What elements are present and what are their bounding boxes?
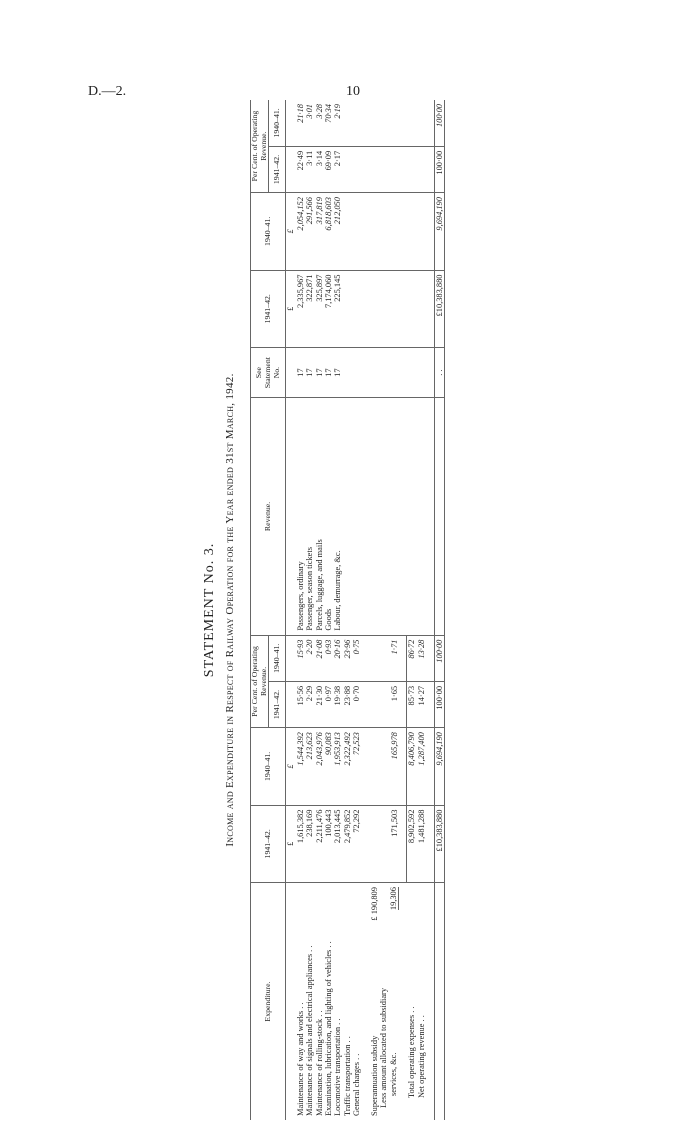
col-exp-pct: Per Cent. of Operating Revenue. [251, 635, 269, 727]
total-exp-label: Total operating expenses . . [406, 1006, 416, 1098]
total-exp-pct-1942: 85·73 [407, 681, 417, 727]
grand-total-row [434, 100, 444, 1120]
exp-value-1941: 213,623 [305, 728, 314, 805]
net-revenue-pct-1942: 14·27 [417, 681, 426, 727]
currency-mark: £ [286, 270, 296, 347]
rev-value-1941: 212,050 [333, 193, 342, 270]
total-exp-1941: 8,406,790 [407, 728, 417, 805]
exp-label: Maintenance of signals and electrical appliances [305, 953, 315, 1116]
exp-value-1941: 72,523 [352, 728, 361, 805]
exp-value-1941: 2,043,976 [315, 728, 324, 805]
exp-value-1942: 2,479,852 [343, 805, 352, 882]
currency-mark: £ [286, 728, 296, 805]
exp-grand-pct-1942: 100·00 [434, 681, 444, 727]
exp-pct-1942: 15·56 [296, 681, 305, 727]
rev-label: Passengers, ordinary [296, 398, 305, 635]
exp-label: Locomotive transportation [333, 1026, 343, 1116]
exp-pct-1942: 0·97 [324, 681, 333, 727]
rev-value-1941: 2,054,152 [296, 193, 305, 270]
superannuation-row [370, 100, 399, 1120]
super-less-amount: 19,306 [388, 887, 398, 911]
col-rev-pct-1941: 1940–41. [269, 100, 286, 146]
exp-label: Examination, lubrication, and lighting of vehicles [324, 949, 334, 1116]
exp-pct-1942: 2·29 [305, 681, 314, 727]
currency-mark: £ [286, 193, 296, 270]
rev-label: Labour, demurrage, &c. [333, 398, 342, 635]
leader-dots: . . [295, 1002, 305, 1009]
rev-statement: 17 [315, 348, 324, 398]
exp-value-1941: 1,544,392 [296, 728, 305, 805]
table-row [324, 100, 333, 1120]
col-exp-1942: 1941–42. [251, 805, 286, 882]
exp-pct-1941: 0·93 [324, 635, 333, 681]
rev-label: Passenger, season tickets [305, 398, 314, 635]
table-row [315, 100, 324, 1120]
exp-pct-1941: 15·93 [296, 635, 305, 681]
exp-pct-1942: 0·70 [352, 681, 361, 727]
exp-label: Maintenance of rolling-stock [314, 1018, 324, 1116]
rotated-statement [0, 100, 600, 1120]
rev-pct-1941: 21·18 [296, 100, 305, 146]
rev-pct-1942: 69·09 [324, 146, 333, 192]
super-label: Superannuation subsidy [369, 1035, 379, 1116]
super-amount: £ 190,809 [369, 887, 379, 921]
header-row [251, 100, 269, 1120]
rev-pct-1942: 2·17 [333, 146, 342, 192]
rev-pct-1941: 3·28 [315, 100, 324, 146]
exp-value-1942: 238,169 [305, 805, 314, 882]
total-exp-pct-1941: 86·72 [407, 635, 417, 681]
exp-value-1942: 2,013,445 [333, 805, 342, 882]
rev-pct-1941: 3·01 [305, 100, 314, 146]
leader-dots: . . [314, 1010, 324, 1017]
rev-grand-1941: 9,694,190 [434, 193, 444, 270]
leader-dots: . . [324, 941, 334, 948]
exp-label: General charges [352, 1061, 362, 1116]
table-row [417, 100, 426, 1120]
super-less-label: Less amount allocated to subsidiary [379, 987, 389, 1108]
table-row [333, 100, 342, 1120]
rev-value-1942: 2,335,967 [296, 270, 305, 347]
statement-subtitle: Income and Expenditure in Respect of Railway Operation for the Year ended 31st March, 1942. [224, 373, 236, 847]
super-value-1942: 171,503 [370, 805, 399, 882]
col-see-statement: See Statement No. [251, 348, 286, 398]
col-rev-pct-1942: 1941–42. [269, 146, 286, 192]
rev-pct-1941: 70·34 [324, 100, 333, 146]
exp-pct-1942: 19·38 [333, 681, 342, 727]
leader-dots: . . [333, 1018, 343, 1025]
exp-pct-1941: 2·20 [305, 635, 314, 681]
rev-grand-statement: . . [434, 348, 444, 398]
exp-value-1942: 2,211,476 [315, 805, 324, 882]
net-revenue-label: Net operating revenue . . [416, 1015, 426, 1098]
exp-grand-1941: 9,694,190 [434, 728, 444, 805]
rev-value-1942: 322,871 [305, 270, 314, 347]
super-value-1941: 165,978 [370, 728, 399, 805]
exp-value-1941: 90,083 [324, 728, 333, 805]
table-row [407, 100, 417, 1120]
rev-value-1941: 6,818,603 [324, 193, 333, 270]
col-expenditure: Expenditure. [251, 883, 286, 1120]
net-revenue-1942: 1,481,288 [417, 805, 426, 882]
rev-label: Parcels, luggage, and mails [315, 398, 324, 635]
exp-grand-pct-1941: 100·00 [434, 635, 444, 681]
rev-statement: 17 [333, 348, 342, 398]
super-services-label: services, &c. [388, 1052, 398, 1096]
income-expenditure-table [250, 100, 445, 1120]
rev-pct-1942: 22·49 [296, 146, 305, 192]
rev-label: Goods [324, 398, 333, 635]
total-exp-1942: 8,902,592 [407, 805, 417, 882]
exp-value-1942: 100,443 [324, 805, 333, 882]
exp-label: Maintenance of way and works [295, 1010, 305, 1116]
currency-mark: £ [286, 805, 296, 882]
rev-value-1941: 317,819 [315, 193, 324, 270]
exp-value-1942: 1,615,382 [296, 805, 305, 882]
currency-row [286, 100, 296, 1120]
exp-value-1941: 2,322,492 [343, 728, 352, 805]
rev-pct-1941: 2·19 [333, 100, 342, 146]
rev-value-1942: 325,897 [315, 270, 324, 347]
col-revenue: Revenue. [251, 398, 286, 635]
exp-value-1941: 1,953,913 [333, 728, 342, 805]
rev-grand-pct-1941: 100·00 [434, 100, 444, 146]
rev-statement: 17 [296, 348, 305, 398]
page-number: 10 [346, 84, 360, 99]
exp-pct-1941: 21·08 [315, 635, 324, 681]
leader-dots: . . [305, 945, 315, 952]
super-pct-1942: 1·65 [370, 681, 399, 727]
rev-value-1942: 225,145 [333, 270, 342, 347]
col-rev-1941: 1940–41. [251, 193, 286, 270]
table-row [305, 100, 314, 1120]
table-row [352, 100, 361, 1120]
col-rev-1942: 1941–42. [251, 270, 286, 347]
rev-value-1942: 7,174,060 [324, 270, 333, 347]
rev-pct-1942: 3·11 [305, 146, 314, 192]
exp-label: Traffic transportation [342, 1044, 352, 1116]
table-row [296, 100, 305, 1120]
exp-pct-1942: 21·30 [315, 681, 324, 727]
statement-title: STATEMENT No. 3. [202, 542, 217, 678]
col-rev-pct: Per Cent. of Operating Revenue. [251, 100, 269, 193]
page-reference: D.—2. [88, 84, 127, 99]
net-revenue-pct-1941: 13·28 [417, 635, 426, 681]
exp-pct-1941: 0·75 [352, 635, 361, 681]
exp-pct-1941: 23·96 [343, 635, 352, 681]
rev-statement: 17 [305, 348, 314, 398]
exp-pct-1941: 20·16 [333, 635, 342, 681]
exp-pct-1942: 23·88 [343, 681, 352, 727]
leader-dots: . . [352, 1053, 362, 1060]
currency-mark: £ [369, 916, 379, 921]
col-exp-pct-1942: 1941–42. [269, 681, 286, 727]
rev-grand-pct-1942: 100·00 [434, 146, 444, 192]
rev-pct-1942: 3·14 [315, 146, 324, 192]
col-exp-1941: 1940–41. [251, 728, 286, 805]
super-pct-1941: 1·71 [370, 635, 399, 681]
rev-grand-1942: £10,383,880 [434, 270, 444, 347]
rev-value-1941: 291,566 [305, 193, 314, 270]
table-row [343, 100, 352, 1120]
net-revenue-1941: 1,287,400 [417, 728, 426, 805]
rev-statement: 17 [324, 348, 333, 398]
leader-dots: . . [342, 1036, 352, 1043]
exp-value-1942: 72,292 [352, 805, 361, 882]
exp-grand-1942: £10,383,880 [434, 805, 444, 882]
col-exp-pct-1941: 1940–41. [269, 635, 286, 681]
